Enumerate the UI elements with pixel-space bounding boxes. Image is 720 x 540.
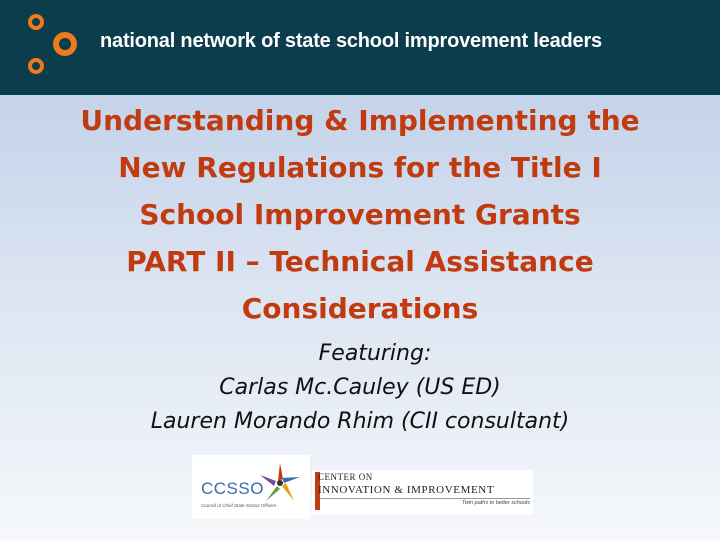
ccsso-subtitle: Council of Chief State School Officers xyxy=(201,503,277,508)
cii-divider xyxy=(320,498,530,499)
cii-line2: INNOVATION & IMPROVEMENT xyxy=(318,484,495,496)
slide-title xyxy=(20,97,700,332)
organization-name: national network of state school improvement leaders xyxy=(100,30,602,52)
featuring-block xyxy=(20,337,700,439)
featuring-label: Featuring: xyxy=(318,341,432,366)
title-line: Considerations xyxy=(241,292,479,325)
cii-tagline: Twin paths to better schools xyxy=(461,500,530,506)
cii-logo xyxy=(312,470,533,514)
ccsso-logo xyxy=(192,455,310,519)
title-line: New Regulations for the Title I xyxy=(118,151,602,184)
cii-line1: CENTER ON xyxy=(318,472,373,482)
network-logo-icon xyxy=(0,0,90,95)
presenter-name: Carlas Mc.Cauley (US ED) xyxy=(219,375,501,400)
presenter-name: Lauren Morando Rhim (CII consultant) xyxy=(150,409,570,434)
title-line: PART II – Technical Assistance xyxy=(126,245,594,278)
title-line: School Improvement Grants xyxy=(139,198,581,231)
header-bar xyxy=(0,0,720,95)
star-icon xyxy=(258,461,302,505)
ccsso-wordmark: CCSSO xyxy=(201,479,264,498)
title-line: Understanding & Implementing the xyxy=(80,104,640,137)
